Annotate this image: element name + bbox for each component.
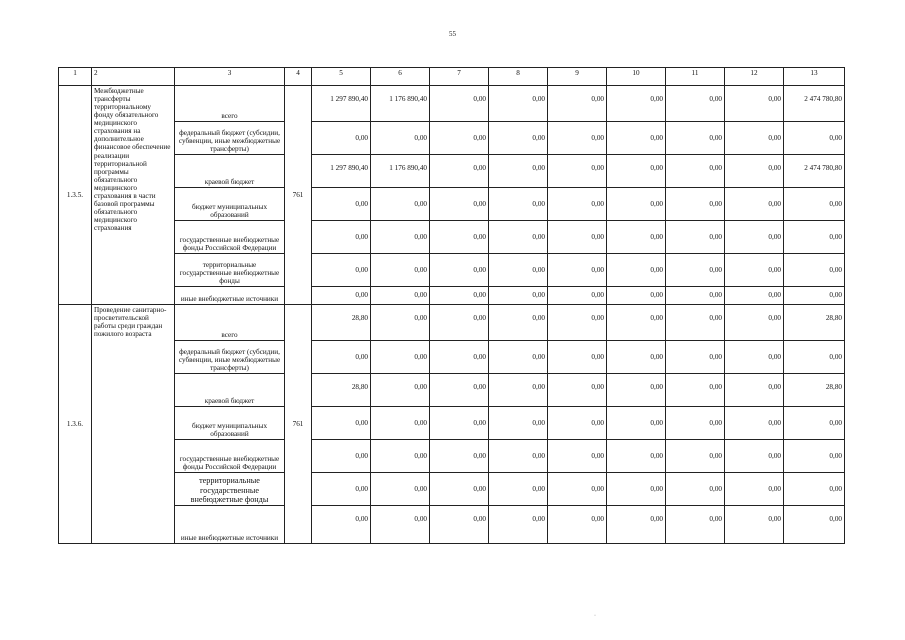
- value-cell: 0,00: [489, 374, 548, 407]
- value-cell: 0,00: [607, 287, 666, 305]
- item-name: Межбюджетные трансферты территориальному фонду обязательного медицинского страхования на дополнительное финансовое обеспечение реализации территориальной программы обязательного медицинского страхования в части базовой программы обязательного медицинского страхования: [92, 86, 175, 305]
- value-cell: 0,00: [725, 188, 784, 221]
- col-header: 11: [666, 68, 725, 86]
- table-row: [59, 188, 845, 221]
- value-cell: 0,00: [666, 506, 725, 544]
- value-cell: 0,00: [784, 188, 845, 221]
- value-cell: 1 297 890,40: [312, 86, 371, 122]
- value-cell: 0,00: [607, 86, 666, 122]
- budget-table: [58, 67, 845, 544]
- value-cell: 0,00: [430, 254, 489, 287]
- item-name: Проведение санитарно-просветительской работы среди граждан пожилого возраста: [92, 305, 175, 544]
- table-row: [59, 374, 845, 407]
- value-cell: 0,00: [312, 254, 371, 287]
- value-cell: 0,00: [489, 473, 548, 506]
- value-cell: 0,00: [548, 254, 607, 287]
- funding-source: бюджет муниципальных образований: [175, 407, 285, 440]
- value-cell: 0,00: [430, 188, 489, 221]
- value-cell: 0,00: [607, 122, 666, 155]
- value-cell: 0,00: [607, 254, 666, 287]
- value-cell: 0,00: [725, 86, 784, 122]
- value-cell: 0,00: [430, 473, 489, 506]
- value-cell: 0,00: [430, 305, 489, 341]
- value-cell: 0,00: [430, 155, 489, 188]
- value-cell: 0,00: [489, 188, 548, 221]
- col-header: 12: [725, 68, 784, 86]
- table-row: [59, 440, 845, 473]
- table-row: [59, 305, 845, 341]
- value-cell: 1 176 890,40: [371, 155, 430, 188]
- value-cell: 0,00: [725, 341, 784, 374]
- grbs-code: 761: [285, 86, 312, 305]
- col-header: 4: [285, 68, 312, 86]
- value-cell: 0,00: [489, 407, 548, 440]
- value-cell: 0,00: [548, 287, 607, 305]
- value-cell: 0,00: [548, 440, 607, 473]
- value-cell: 0,00: [548, 188, 607, 221]
- value-cell: 0,00: [666, 254, 725, 287]
- value-cell: 0,00: [371, 407, 430, 440]
- funding-source: краевой бюджет: [175, 155, 285, 188]
- value-cell: 0,00: [489, 221, 548, 254]
- value-cell: 0,00: [725, 122, 784, 155]
- value-cell: 0,00: [666, 122, 725, 155]
- value-cell: 0,00: [312, 221, 371, 254]
- value-cell: 0,00: [666, 305, 725, 341]
- table-row: [59, 407, 845, 440]
- value-cell: 0,00: [607, 221, 666, 254]
- value-cell: 28,80: [784, 305, 845, 341]
- value-cell: 0,00: [607, 155, 666, 188]
- value-cell: 0,00: [666, 440, 725, 473]
- value-cell: 1 176 890,40: [371, 86, 430, 122]
- col-header: 7: [430, 68, 489, 86]
- funding-source: всего: [175, 305, 285, 341]
- funding-source: федеральный бюджет (субсидии, субвенции, иные межбюджетные трансферты): [175, 341, 285, 374]
- col-header: 10: [607, 68, 666, 86]
- value-cell: 0,00: [430, 374, 489, 407]
- value-cell: 0,00: [371, 287, 430, 305]
- value-cell: 0,00: [430, 86, 489, 122]
- value-cell: 0,00: [489, 341, 548, 374]
- value-cell: 0,00: [784, 254, 845, 287]
- value-cell: 28,80: [784, 374, 845, 407]
- value-cell: 0,00: [666, 188, 725, 221]
- funding-source: территориальные государственные внебюджетные фонды: [175, 473, 285, 506]
- table-row: [59, 506, 845, 544]
- value-cell: 0,00: [430, 440, 489, 473]
- value-cell: 0,00: [371, 374, 430, 407]
- value-cell: 0,00: [784, 440, 845, 473]
- table-row: [59, 155, 845, 188]
- value-cell: 0,00: [666, 407, 725, 440]
- col-header: 2: [92, 68, 175, 86]
- value-cell: 0,00: [725, 407, 784, 440]
- value-cell: 0,00: [607, 440, 666, 473]
- value-cell: 0,00: [666, 287, 725, 305]
- value-cell: 0,00: [548, 86, 607, 122]
- value-cell: 0,00: [430, 341, 489, 374]
- col-header: 1: [59, 68, 92, 86]
- value-cell: 0,00: [312, 188, 371, 221]
- value-cell: 0,00: [607, 188, 666, 221]
- value-cell: 0,00: [666, 221, 725, 254]
- table-row: [59, 473, 845, 506]
- value-cell: 0,00: [489, 86, 548, 122]
- value-cell: 0,00: [725, 506, 784, 544]
- col-header: 9: [548, 68, 607, 86]
- table-row: [59, 341, 845, 374]
- value-cell: 0,00: [548, 221, 607, 254]
- value-cell: 0,00: [784, 287, 845, 305]
- value-cell: 0,00: [784, 506, 845, 544]
- value-cell: 0,00: [666, 86, 725, 122]
- value-cell: 0,00: [371, 221, 430, 254]
- value-cell: 0,00: [548, 407, 607, 440]
- value-cell: 0,00: [725, 305, 784, 341]
- value-cell: 0,00: [548, 341, 607, 374]
- value-cell: 0,00: [489, 506, 548, 544]
- value-cell: 0,00: [430, 506, 489, 544]
- value-cell: 0,00: [312, 473, 371, 506]
- value-cell: 0,00: [371, 341, 430, 374]
- table-row: [59, 86, 845, 122]
- value-cell: 0,00: [489, 305, 548, 341]
- value-cell: 0,00: [607, 341, 666, 374]
- value-cell: 0,00: [489, 254, 548, 287]
- value-cell: 0,00: [430, 221, 489, 254]
- table-body: [59, 68, 845, 544]
- col-header: 13: [784, 68, 845, 86]
- value-cell: 0,00: [312, 341, 371, 374]
- col-header: 5: [312, 68, 371, 86]
- value-cell: 0,00: [725, 374, 784, 407]
- value-cell: 0,00: [607, 305, 666, 341]
- value-cell: 0,00: [725, 254, 784, 287]
- value-cell: 2 474 780,80: [784, 86, 845, 122]
- col-header: 8: [489, 68, 548, 86]
- table-row: [59, 122, 845, 155]
- value-cell: 0,00: [548, 305, 607, 341]
- funding-source: государственные внебюджетные фонды Российской Федерации: [175, 221, 285, 254]
- value-cell: 0,00: [548, 155, 607, 188]
- col-header: 3: [175, 68, 285, 86]
- value-cell: 0,00: [489, 440, 548, 473]
- item-code: 1.3.6.: [59, 305, 92, 544]
- table-row: [59, 254, 845, 287]
- value-cell: 0,00: [371, 473, 430, 506]
- value-cell: 0,00: [725, 473, 784, 506]
- funding-source: краевой бюджет: [175, 374, 285, 407]
- item-code: 1.3.5.: [59, 86, 92, 305]
- value-cell: 0,00: [607, 506, 666, 544]
- value-cell: 0,00: [666, 155, 725, 188]
- value-cell: 0,00: [371, 122, 430, 155]
- value-cell: 0,00: [312, 287, 371, 305]
- value-cell: 0,00: [725, 221, 784, 254]
- value-cell: 0,00: [548, 374, 607, 407]
- table-row: [59, 221, 845, 254]
- value-cell: 0,00: [784, 407, 845, 440]
- value-cell: 0,00: [548, 506, 607, 544]
- value-cell: 0,00: [784, 122, 845, 155]
- funding-source: иные внебюджетные источники: [175, 506, 285, 544]
- funding-source: иные внебюджетные источники: [175, 287, 285, 305]
- value-cell: 0,00: [489, 122, 548, 155]
- header-row: [59, 68, 845, 86]
- grbs-code: 761: [285, 305, 312, 544]
- value-cell: 0,00: [666, 473, 725, 506]
- value-cell: 0,00: [371, 188, 430, 221]
- value-cell: 0,00: [430, 287, 489, 305]
- page-number: 55: [449, 30, 456, 38]
- value-cell: 0,00: [312, 506, 371, 544]
- table-row: [59, 287, 845, 305]
- value-cell: 0,00: [312, 122, 371, 155]
- value-cell: 0,00: [489, 287, 548, 305]
- value-cell: 0,00: [371, 506, 430, 544]
- value-cell: 0,00: [430, 122, 489, 155]
- value-cell: 0,00: [312, 440, 371, 473]
- value-cell: 0,00: [548, 473, 607, 506]
- value-cell: 0,00: [784, 473, 845, 506]
- value-cell: 1 297 890,40: [312, 155, 371, 188]
- funding-source: территориальные государственные внебюджетные фонды: [175, 254, 285, 287]
- value-cell: 0,00: [725, 440, 784, 473]
- value-cell: 28,80: [312, 374, 371, 407]
- value-cell: 2 474 780,80: [784, 155, 845, 188]
- scan-mark: ·: [594, 613, 596, 619]
- value-cell: 0,00: [725, 155, 784, 188]
- value-cell: 0,00: [489, 155, 548, 188]
- value-cell: 0,00: [666, 341, 725, 374]
- funding-source: бюджет муниципальных образований: [175, 188, 285, 221]
- value-cell: 0,00: [784, 341, 845, 374]
- funding-source: всего: [175, 86, 285, 122]
- funding-source: федеральный бюджет (субсидии, субвенции, иные межбюджетные трансферты): [175, 122, 285, 155]
- value-cell: 0,00: [666, 374, 725, 407]
- value-cell: 0,00: [607, 473, 666, 506]
- value-cell: 0,00: [725, 287, 784, 305]
- value-cell: 0,00: [607, 374, 666, 407]
- col-header: 6: [371, 68, 430, 86]
- value-cell: 0,00: [784, 221, 845, 254]
- value-cell: 0,00: [430, 407, 489, 440]
- value-cell: 0,00: [371, 254, 430, 287]
- value-cell: 0,00: [607, 407, 666, 440]
- value-cell: 0,00: [548, 122, 607, 155]
- funding-source: государственные внебюджетные фонды Российской Федерации: [175, 440, 285, 473]
- value-cell: 0,00: [371, 305, 430, 341]
- value-cell: 28,80: [312, 305, 371, 341]
- value-cell: 0,00: [312, 407, 371, 440]
- value-cell: 0,00: [371, 440, 430, 473]
